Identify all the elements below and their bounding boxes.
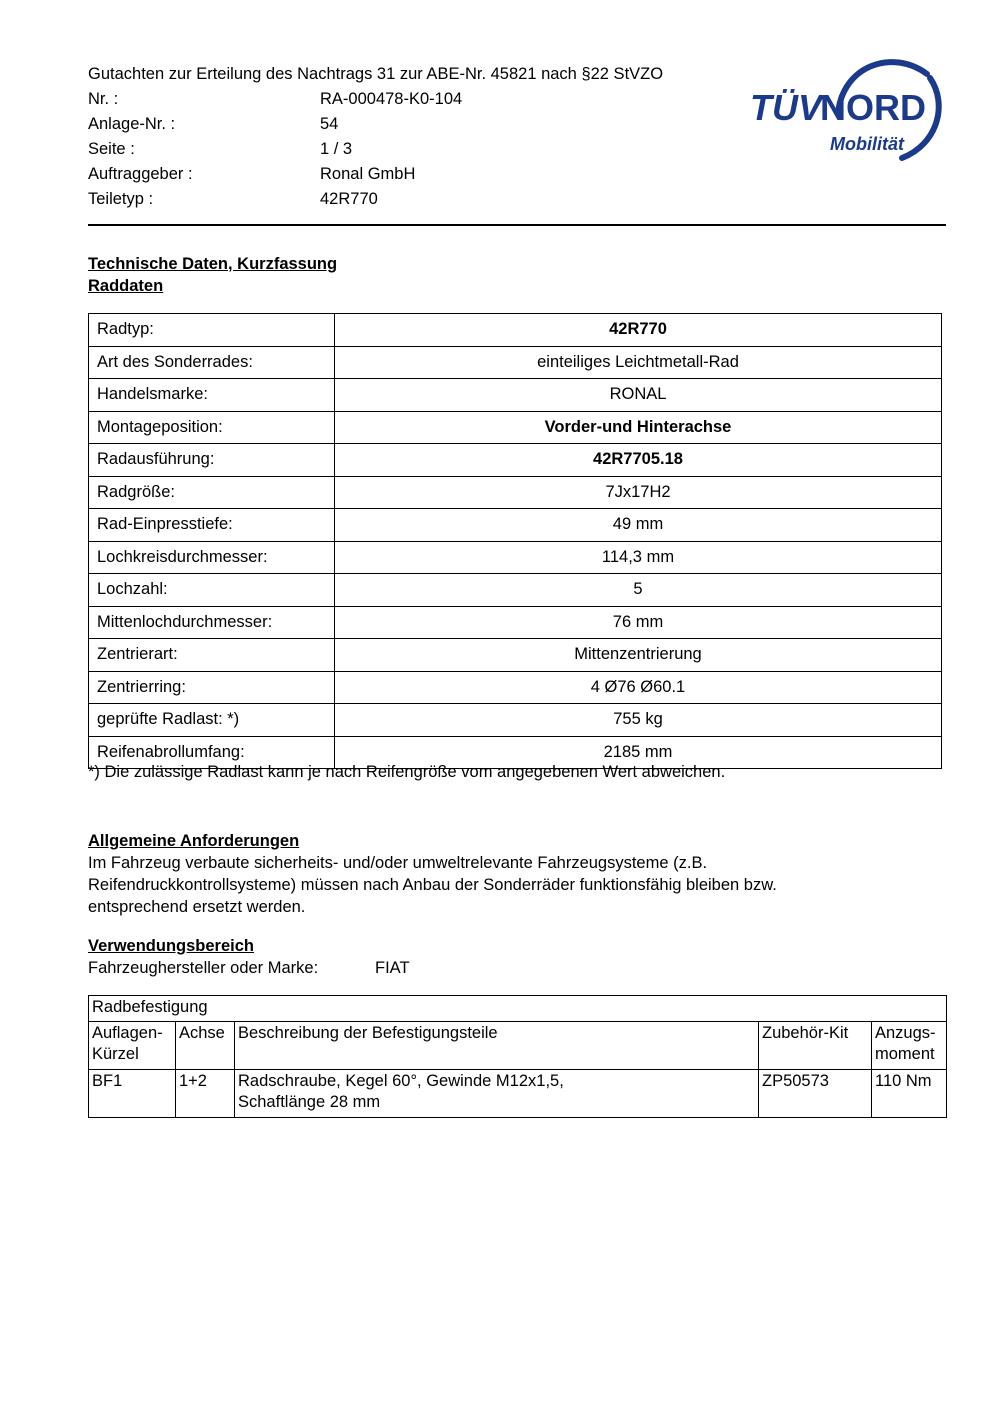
raddaten-label: Zentrierart: (89, 639, 335, 672)
table-row (89, 704, 942, 737)
header-label-seite: Seite : (88, 140, 135, 158)
allgemeine-anforderungen-line-2: Reifendruckkontrollsysteme) müssen nach Anbau der Sonderräder funktionsfähig bleiben bzw. (88, 876, 777, 894)
svg-text:TÜV: TÜV (750, 87, 822, 128)
cell-beschreibung-line2: Schaftlänge 28 mm (238, 1093, 381, 1111)
header-anzugsmoment (872, 1022, 947, 1070)
heading-verwendungsbereich: Verwendungsbereich (88, 937, 254, 955)
header-value-auftraggeber: Ronal GmbH (320, 165, 416, 183)
raddaten-label: Reifenabrollumfang: (89, 736, 335, 769)
raddaten-value: 42R7705.18 (335, 444, 942, 477)
svg-text:Mobilität: Mobilität (830, 134, 904, 154)
header-auflagen-kuerzel (89, 1022, 176, 1070)
raddaten-label: Lochkreisdurchmesser: (89, 541, 335, 574)
header-label-anlage-nr: Anlage-Nr. : (88, 115, 176, 133)
header-anzugsmoment-line2: moment (875, 1045, 935, 1063)
cell-kuerzel: BF1 (89, 1070, 176, 1118)
header-beschreibung: Beschreibung der Befestigungsteile (235, 1022, 759, 1070)
table-row (89, 606, 942, 639)
table-row (89, 411, 942, 444)
table-row (89, 476, 942, 509)
raddaten-footnote: *) Die zulässige Radlast kann je nach Reifengröße vom angegebenen Wert abweichen. (88, 763, 726, 781)
table-row (89, 639, 942, 672)
raddaten-value: 2185 mm (335, 736, 942, 769)
svg-text:NORD: NORD (820, 87, 926, 128)
header-label-nr: Nr. : (88, 90, 119, 108)
header-zubehoer-kit: Zubehör-Kit (759, 1022, 872, 1070)
manufacturer-label: Fahrzeughersteller oder Marke: (88, 959, 319, 977)
raddaten-label: Mittenlochdurchmesser: (89, 606, 335, 639)
raddaten-label: Handelsmarke: (89, 379, 335, 412)
header-divider (88, 224, 946, 226)
table-row (89, 379, 942, 412)
raddaten-label: Radgröße: (89, 476, 335, 509)
manufacturer-value: FIAT (375, 959, 410, 977)
table-title-row (89, 996, 947, 1022)
table-row (89, 346, 942, 379)
raddaten-value: 42R770 (335, 314, 942, 347)
heading-allgemeine-anforderungen: Allgemeine Anforderungen (88, 832, 300, 850)
heading-raddaten: Raddaten (88, 277, 164, 295)
header-value-seite: 1 / 3 (320, 140, 353, 158)
raddaten-value: 76 mm (335, 606, 942, 639)
raddaten-value: RONAL (335, 379, 942, 412)
header-auflagen-kuerzel-line1: Auflagen- (92, 1024, 163, 1042)
header-value-anlage-nr: 54 (320, 115, 339, 133)
allgemeine-anforderungen-line-1: Im Fahrzeug verbaute sicherheits- und/oder umweltrelevante Fahrzeugsysteme (z.B. (88, 854, 708, 872)
cell-anzugsmoment: 110 Nm (872, 1070, 947, 1118)
header-anzugsmoment-line1: Anzugs- (875, 1024, 936, 1042)
table-row (89, 444, 942, 477)
raddaten-value: 49 mm (335, 509, 942, 542)
cell-beschreibung (235, 1070, 759, 1118)
raddaten-label: Radtyp: (89, 314, 335, 347)
radbefestigung-table (88, 995, 947, 1118)
raddaten-label: Montageposition: (89, 411, 335, 444)
raddaten-value: 755 kg (335, 704, 942, 737)
header-value-nr: RA-000478-K0-104 (320, 90, 463, 108)
cell-beschreibung-line1: Radschraube, Kegel 60°, Gewinde M12x1,5, (238, 1072, 564, 1090)
raddaten-value: 114,3 mm (335, 541, 942, 574)
raddaten-label: Lochzahl: (89, 574, 335, 607)
raddaten-label: geprüfte Radlast: *) (89, 704, 335, 737)
raddaten-value: Vorder-und Hinterachse (335, 411, 942, 444)
radbefestigung-title: Radbefestigung (89, 996, 947, 1022)
raddaten-table (88, 313, 942, 769)
raddaten-value: einteiliges Leichtmetall-Rad (335, 346, 942, 379)
table-header-row (89, 1022, 947, 1070)
raddaten-label: Rad-Einpresstiefe: (89, 509, 335, 542)
raddaten-label: Radausführung: (89, 444, 335, 477)
header-row (88, 187, 858, 212)
raddaten-value: Mittenzentrierung (335, 639, 942, 672)
table-row (89, 509, 942, 542)
header-auflagen-kuerzel-line2: Kürzel (92, 1045, 139, 1063)
raddaten-value: 7Jx17H2 (335, 476, 942, 509)
heading-technische-daten: Technische Daten, Kurzfassung (88, 255, 338, 273)
allgemeine-anforderungen-line-3: entsprechend ersetzt werden. (88, 898, 306, 916)
header-value-teiletyp: 42R770 (320, 190, 378, 208)
header-label-auftraggeber: Auftraggeber : (88, 165, 193, 183)
table-row (89, 314, 942, 347)
cell-achse: 1+2 (176, 1070, 235, 1118)
raddaten-value: 5 (335, 574, 942, 607)
table-row (89, 1070, 947, 1118)
raddaten-label: Art des Sonderrades: (89, 346, 335, 379)
table-row (89, 671, 942, 704)
cell-zubehoer-kit: ZP50573 (759, 1070, 872, 1118)
raddaten-label: Zentrierring: (89, 671, 335, 704)
header-achse: Achse (176, 1022, 235, 1070)
raddaten-value: 4 Ø76 Ø60.1 (335, 671, 942, 704)
header-title: Gutachten zur Erteilung des Nachtrags 31 zur ABE-Nr. 45821 nach §22 StVZO (88, 65, 664, 83)
table-row (89, 574, 942, 607)
table-row (89, 541, 942, 574)
tuv-nord-logo (742, 48, 942, 168)
header-label-teiletyp: Teiletyp : (88, 190, 154, 208)
